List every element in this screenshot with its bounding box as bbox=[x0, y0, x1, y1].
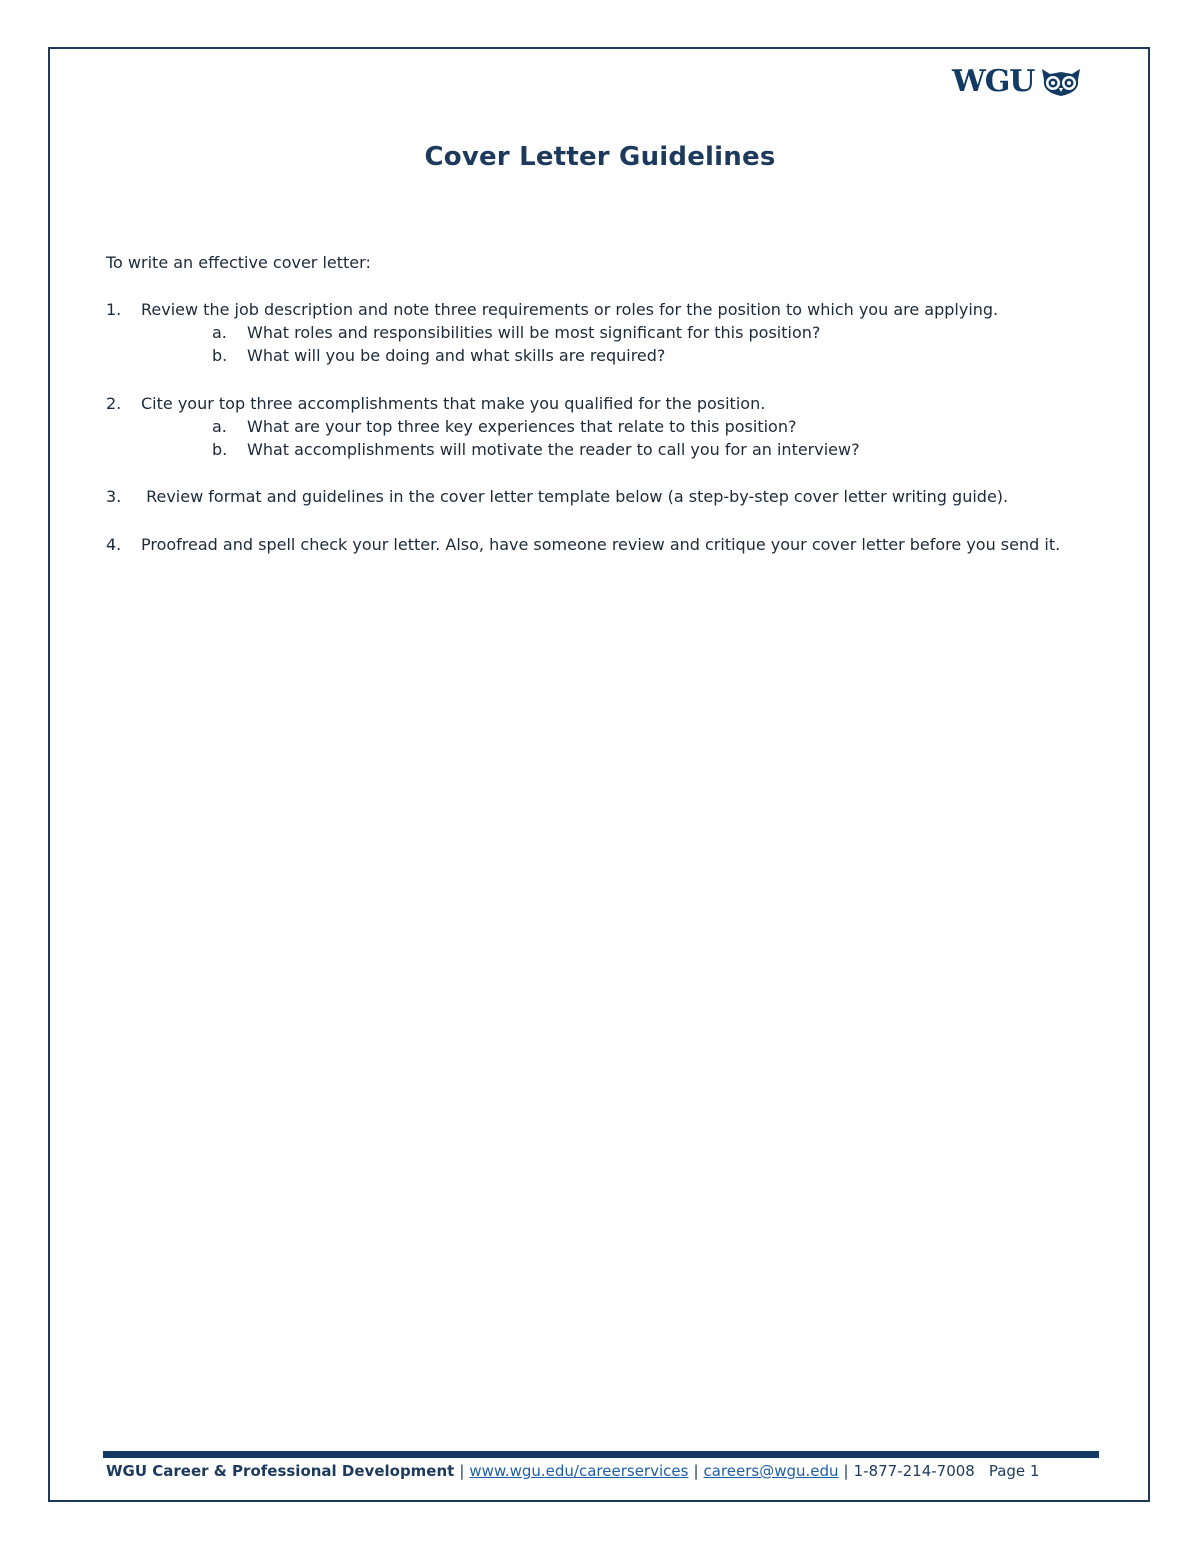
sub-letter: a. bbox=[212, 323, 227, 342]
list-number: 4. bbox=[106, 535, 122, 554]
intro-text: To write an effective cover letter: bbox=[106, 253, 371, 272]
list-item-3 bbox=[106, 485, 1086, 508]
footer-org: WGU Career & Professional Development bbox=[106, 1462, 455, 1480]
footer-separator: | bbox=[843, 1462, 849, 1480]
wgu-logo bbox=[952, 66, 1082, 98]
sub-letter: b. bbox=[212, 346, 228, 365]
logo-text: WGU bbox=[952, 64, 1035, 99]
list-text: Review the job description and note three requirements or roles for the position to which you are applying. bbox=[141, 300, 999, 319]
sub-text: What will you be doing and what skills are required? bbox=[247, 346, 666, 365]
list-number: 1. bbox=[106, 300, 122, 319]
sub-text: What are your top three key experiences that relate to this position? bbox=[247, 417, 797, 436]
sub-letter: a. bbox=[212, 417, 227, 436]
list-number: 2. bbox=[106, 394, 122, 413]
owl-icon bbox=[1040, 66, 1082, 98]
footer-separator: | bbox=[693, 1462, 699, 1480]
sub-item bbox=[212, 415, 1086, 438]
sub-letter: b. bbox=[212, 440, 228, 459]
list-item-2 bbox=[106, 392, 1086, 461]
footer bbox=[106, 1462, 1098, 1480]
list-item-1 bbox=[106, 298, 1086, 367]
page-title: Cover Letter Guidelines bbox=[424, 142, 776, 172]
sub-item bbox=[212, 438, 1086, 461]
footer-website-link[interactable]: www.wgu.edu/careerservices bbox=[469, 1462, 689, 1480]
list-item-4 bbox=[106, 533, 1086, 556]
footer-rule bbox=[103, 1451, 1099, 1458]
list-number: 3. bbox=[106, 487, 122, 506]
footer-email-link[interactable]: careers@wgu.edu bbox=[703, 1462, 839, 1480]
list-text: Proofread and spell check your letter. Also, have someone review and critique your cover letter before you send it. bbox=[141, 535, 1061, 554]
page-number: Page 1 bbox=[988, 1462, 1040, 1480]
footer-phone: 1-877-214-7008 bbox=[853, 1462, 975, 1480]
sub-item bbox=[212, 321, 1086, 344]
sub-text: What roles and responsibilities will be most significant for this position? bbox=[247, 323, 821, 342]
list-text: Cite your top three accomplishments that make you qualified for the position. bbox=[141, 394, 766, 413]
sub-item bbox=[212, 344, 1086, 367]
list-text: Review format and guidelines in the cover letter template below (a step-by-step cover letter writing guide). bbox=[141, 487, 1009, 506]
footer-separator: | bbox=[459, 1462, 465, 1480]
sub-text: What accomplishments will motivate the reader to call you for an interview? bbox=[247, 440, 860, 459]
